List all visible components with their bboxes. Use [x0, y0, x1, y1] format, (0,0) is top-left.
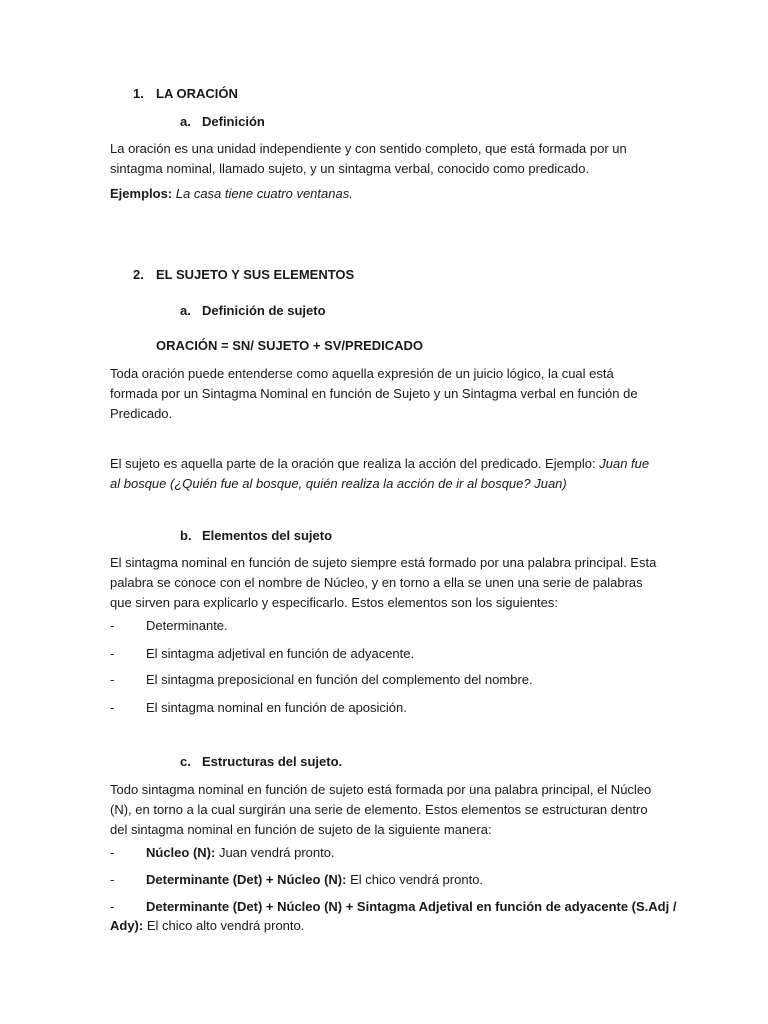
section1-title: LA ORACIÓN: [156, 86, 238, 101]
sujeto-paragraph-1: Toda oración puede entenderse como aquella expresión de un juicio lógico, la cual está formada por un Sintagma Nominal en función de Sujeto y un Sintagma verbal en función de Predicado.: [110, 366, 638, 421]
section2-sub-a-letter: a.: [180, 303, 191, 318]
section2-title: EL SUJETO Y SUS ELEMENTOS: [156, 267, 355, 282]
structure-item-continuation: [110, 916, 304, 936]
section2-sub-b-title: Elementos del sujeto: [202, 528, 333, 543]
structure-item: [146, 870, 483, 890]
list-dash: -: [110, 646, 115, 661]
structure-label: Determinante (Det) + Núcleo (N):: [146, 872, 347, 887]
structure-label: Determinante (Det) + Núcleo (N) + Sintagma Adjetival en función de adyacente (S.Adj /: [146, 899, 677, 914]
section2-sub-b-letter: b.: [180, 528, 192, 543]
structure-label: Núcleo (N):: [146, 845, 216, 860]
examples-label: Ejemplos:: [110, 186, 173, 201]
list-dash: -: [110, 618, 115, 633]
list-item: El sintagma nominal en función de aposición.: [146, 700, 407, 715]
section2-sub-a-title: Definición de sujeto: [202, 303, 326, 318]
structure-example: El chico vendrá pronto.: [346, 872, 484, 887]
section1-sub-a-letter: a.: [180, 114, 191, 129]
list-dash: -: [110, 700, 115, 715]
formula: ORACIÓN = SN/ SUJETO + SV/PREDICADO: [156, 338, 424, 353]
list-dash: -: [110, 672, 115, 687]
definition-paragraph: La oración es una unidad independiente y con sentido completo, que está formada por un sintagma nominal, llamado sujeto, y un sintagma verbal, conocido como predicado.: [110, 141, 627, 176]
list-item: El sintagma adjetival en función de adyacente.: [146, 646, 415, 661]
sujeto-paragraph-2-example: Juan fue al bosque (¿Quién fue al bosque, quién realiza la acción de ir al bosque? Juan): [110, 456, 650, 491]
examples-line: [110, 184, 353, 204]
estructuras-paragraph: Todo sintagma nominal en función de sujeto está formada por una palabra principal, el Núcleo (N), en torno a la cual surgirán una serie de elemento. Estos elementos se estructuran dentro del sintagma nominal en función de sujeto de la siguiente manera:: [110, 782, 652, 837]
structure-example: Juan vendrá pronto.: [215, 845, 335, 860]
structure-item: [146, 843, 335, 863]
structure-item: [146, 897, 676, 917]
section2-sub-c-title: Estructuras del sujeto.: [202, 754, 343, 769]
sujeto-paragraph-2-text: El sujeto es aquella parte de la oración que realiza la acción del predicado. Ejemplo:: [110, 456, 600, 471]
list-item: Determinante.: [146, 618, 228, 633]
structure-example: El chico alto vendrá pronto.: [143, 918, 305, 933]
list-dash: -: [110, 899, 115, 914]
list-dash: -: [110, 845, 115, 860]
list-item: El sintagma preposicional en función del complemento del nombre.: [146, 672, 533, 687]
list-dash: -: [110, 872, 115, 887]
structure-label: Ady):: [110, 918, 144, 933]
section2-sub-c-letter: c.: [180, 754, 191, 769]
examples-text: La casa tiene cuatro ventanas.: [175, 186, 353, 201]
section2-number: 2.: [133, 267, 144, 282]
sujeto-paragraph-2: [110, 454, 658, 494]
section1-number: 1.: [133, 86, 144, 101]
section1-sub-a-title: Definición: [202, 114, 265, 129]
elementos-paragraph: El sintagma nominal en función de sujeto siempre está formado por una palabra principal. Esta palabra se conoce con el nombre de Núcleo, y en torno a ella se unen una serie de palabras que sirven para explicarlo y especificarlo. Estos elementos son los siguientes:: [110, 555, 657, 610]
